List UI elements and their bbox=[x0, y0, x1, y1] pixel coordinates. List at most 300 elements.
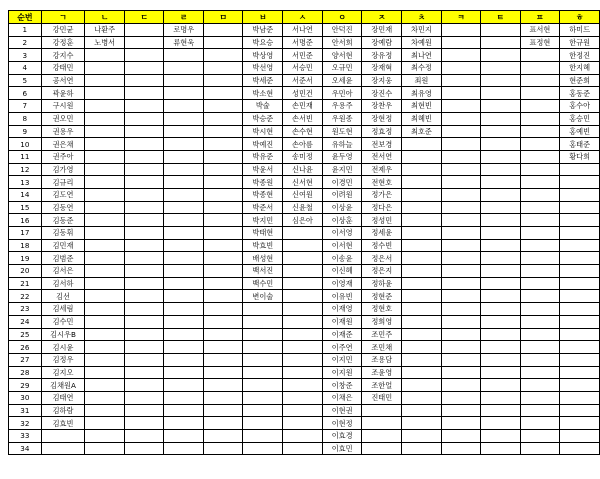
name-cell bbox=[164, 353, 204, 366]
table-row bbox=[9, 24, 600, 37]
name-cell bbox=[441, 353, 480, 366]
name-cell bbox=[560, 430, 600, 443]
name-cell bbox=[164, 328, 204, 341]
name-cell bbox=[520, 442, 560, 455]
name-cell: 장찬우 bbox=[362, 100, 402, 113]
name-cell bbox=[402, 252, 442, 265]
header-cell-consonant: ㄷ bbox=[125, 11, 164, 24]
name-cell: 김규리 bbox=[41, 176, 85, 189]
name-cell bbox=[481, 188, 520, 201]
header-cell-consonant: ㄱ bbox=[41, 11, 85, 24]
name-cell: 박선영 bbox=[243, 62, 283, 75]
name-cell bbox=[125, 265, 164, 278]
name-cell bbox=[204, 112, 243, 125]
name-cell: 홍태준 bbox=[560, 138, 600, 151]
name-cell bbox=[125, 353, 164, 366]
name-cell bbox=[125, 100, 164, 113]
name-cell: 정은서 bbox=[362, 252, 402, 265]
name-cell bbox=[204, 150, 243, 163]
name-cell bbox=[560, 290, 600, 303]
name-cell bbox=[164, 163, 204, 176]
name-cell bbox=[283, 265, 323, 278]
name-cell bbox=[204, 353, 243, 366]
header-cell-consonant: ㅎ bbox=[560, 11, 600, 24]
name-cell bbox=[481, 239, 520, 252]
name-cell bbox=[204, 138, 243, 151]
name-cell bbox=[125, 214, 164, 227]
name-cell bbox=[125, 328, 164, 341]
name-cell bbox=[204, 328, 243, 341]
name-cell bbox=[481, 277, 520, 290]
name-cell bbox=[441, 366, 480, 379]
name-cell bbox=[441, 442, 480, 455]
name-cell bbox=[243, 404, 283, 417]
table-body bbox=[9, 24, 600, 455]
name-cell: 이송윤 bbox=[322, 252, 362, 265]
name-cell bbox=[164, 201, 204, 214]
name-cell bbox=[402, 442, 442, 455]
name-cell bbox=[560, 353, 600, 366]
name-cell bbox=[441, 214, 480, 227]
name-cell bbox=[85, 417, 125, 430]
name-cell bbox=[481, 49, 520, 62]
name-cell bbox=[481, 303, 520, 316]
name-cell bbox=[204, 430, 243, 443]
name-cell bbox=[481, 87, 520, 100]
name-cell: 권은채 bbox=[41, 138, 85, 151]
name-cell bbox=[85, 201, 125, 214]
name-cell bbox=[481, 150, 520, 163]
name-cell bbox=[560, 417, 600, 430]
name-cell bbox=[164, 100, 204, 113]
name-cell bbox=[520, 227, 560, 240]
name-cell: 한정진 bbox=[560, 49, 600, 62]
name-cell: 김시윤 bbox=[41, 341, 85, 354]
name-cell bbox=[481, 112, 520, 125]
name-cell bbox=[85, 138, 125, 151]
name-cell bbox=[441, 87, 480, 100]
name-cell bbox=[164, 442, 204, 455]
name-cell bbox=[481, 214, 520, 227]
name-cell bbox=[402, 265, 442, 278]
name-cell bbox=[164, 176, 204, 189]
name-cell bbox=[204, 379, 243, 392]
name-cell bbox=[243, 353, 283, 366]
name-cell: 김지오 bbox=[41, 366, 85, 379]
name-cell: 이효민 bbox=[322, 442, 362, 455]
name-cell: 서준서 bbox=[283, 74, 323, 87]
name-cell: 정세윤 bbox=[362, 227, 402, 240]
row-number-cell: 15 bbox=[9, 201, 42, 214]
row-number-cell: 18 bbox=[9, 239, 42, 252]
name-cell bbox=[164, 303, 204, 316]
name-cell: 서명준 bbox=[283, 36, 323, 49]
name-cell: 강지수 bbox=[41, 49, 85, 62]
name-cell: 전제우 bbox=[362, 163, 402, 176]
name-cell: 표정현 bbox=[520, 36, 560, 49]
name-cell: 심은아 bbox=[283, 214, 323, 227]
table-row bbox=[9, 366, 600, 379]
name-cell: 김가영 bbox=[41, 163, 85, 176]
name-cell: 이서현 bbox=[322, 239, 362, 252]
name-cell bbox=[164, 315, 204, 328]
name-cell: 이재준 bbox=[322, 328, 362, 341]
name-cell bbox=[204, 36, 243, 49]
table-row bbox=[9, 188, 600, 201]
name-cell bbox=[441, 100, 480, 113]
name-cell: 류현욱 bbox=[164, 36, 204, 49]
name-cell bbox=[402, 201, 442, 214]
name-cell: 최혜빈 bbox=[402, 112, 442, 125]
name-cell: 박태현 bbox=[243, 227, 283, 240]
name-cell bbox=[164, 188, 204, 201]
name-cell bbox=[520, 188, 560, 201]
row-number-cell: 34 bbox=[9, 442, 42, 455]
name-cell bbox=[283, 442, 323, 455]
name-cell: 최수정 bbox=[402, 62, 442, 75]
name-cell bbox=[204, 24, 243, 37]
name-cell bbox=[402, 163, 442, 176]
name-cell: 한규원 bbox=[560, 36, 600, 49]
table-row bbox=[9, 163, 600, 176]
name-cell: 노병서 bbox=[85, 36, 125, 49]
name-cell bbox=[204, 214, 243, 227]
name-cell bbox=[164, 227, 204, 240]
row-number-cell: 9 bbox=[9, 125, 42, 138]
name-cell bbox=[520, 138, 560, 151]
name-cell bbox=[283, 239, 323, 252]
name-cell bbox=[125, 62, 164, 75]
name-cell bbox=[520, 430, 560, 443]
name-cell bbox=[481, 100, 520, 113]
table-row bbox=[9, 62, 600, 75]
name-cell bbox=[125, 417, 164, 430]
name-cell: 백서진 bbox=[243, 265, 283, 278]
name-cell bbox=[164, 290, 204, 303]
name-cell: 원도현 bbox=[322, 125, 362, 138]
name-cell bbox=[441, 265, 480, 278]
name-cell: 이현권 bbox=[322, 404, 362, 417]
name-cell bbox=[362, 404, 402, 417]
name-cell bbox=[125, 138, 164, 151]
name-cell: 김세림 bbox=[41, 303, 85, 316]
name-cell bbox=[204, 404, 243, 417]
table-row bbox=[9, 125, 600, 138]
name-cell: 현준희 bbox=[560, 74, 600, 87]
name-cell: 신서현 bbox=[283, 176, 323, 189]
name-cell: 박시현 bbox=[243, 125, 283, 138]
name-cell bbox=[243, 379, 283, 392]
name-cell bbox=[125, 112, 164, 125]
row-number-cell: 14 bbox=[9, 188, 42, 201]
name-cell: 김민재 bbox=[41, 239, 85, 252]
name-cell bbox=[441, 303, 480, 316]
name-cell bbox=[164, 391, 204, 404]
name-cell bbox=[560, 277, 600, 290]
header-cell-consonant: ㄹ bbox=[164, 11, 204, 24]
name-cell: 서나연 bbox=[283, 24, 323, 37]
name-cell bbox=[441, 176, 480, 189]
name-cell bbox=[164, 138, 204, 151]
name-cell bbox=[41, 442, 85, 455]
name-cell bbox=[441, 49, 480, 62]
name-cell bbox=[481, 379, 520, 392]
name-cell bbox=[85, 112, 125, 125]
name-cell bbox=[402, 303, 442, 316]
name-cell bbox=[402, 176, 442, 189]
name-cell bbox=[481, 62, 520, 75]
name-cell bbox=[283, 252, 323, 265]
name-cell bbox=[441, 125, 480, 138]
name-cell: 강태민 bbox=[41, 62, 85, 75]
name-cell: 진태민 bbox=[362, 391, 402, 404]
header-cell-consonant: ㅌ bbox=[481, 11, 520, 24]
name-cell: 성민건 bbox=[283, 87, 323, 100]
name-cell bbox=[441, 188, 480, 201]
name-cell: 정하윤 bbox=[362, 277, 402, 290]
name-cell bbox=[125, 227, 164, 240]
name-cell bbox=[125, 379, 164, 392]
name-cell bbox=[481, 341, 520, 354]
name-cell: 정은지 bbox=[362, 265, 402, 278]
name-cell bbox=[441, 315, 480, 328]
name-cell bbox=[520, 176, 560, 189]
name-cell: 이창준 bbox=[322, 379, 362, 392]
name-cell: 안덕진 bbox=[322, 24, 362, 37]
name-cell: 박상영 bbox=[243, 49, 283, 62]
name-cell bbox=[204, 239, 243, 252]
name-cell bbox=[125, 176, 164, 189]
name-cell bbox=[283, 227, 323, 240]
name-cell: 홍수아 bbox=[560, 100, 600, 113]
table-row bbox=[9, 404, 600, 417]
name-cell bbox=[164, 62, 204, 75]
name-cell bbox=[283, 328, 323, 341]
name-cell bbox=[560, 328, 600, 341]
name-cell: 권오민 bbox=[41, 112, 85, 125]
table-row bbox=[9, 315, 600, 328]
name-cell bbox=[441, 201, 480, 214]
name-cell: 이주연 bbox=[322, 341, 362, 354]
row-number-cell: 12 bbox=[9, 163, 42, 176]
name-cell bbox=[85, 227, 125, 240]
name-cell bbox=[481, 391, 520, 404]
name-cell bbox=[125, 315, 164, 328]
name-cell bbox=[560, 188, 600, 201]
name-cell bbox=[481, 265, 520, 278]
name-cell: 양서현 bbox=[322, 49, 362, 62]
name-cell bbox=[402, 328, 442, 341]
name-cell bbox=[402, 138, 442, 151]
row-number-cell: 7 bbox=[9, 100, 42, 113]
name-cell: 변이술 bbox=[243, 290, 283, 303]
name-cell: 조용담 bbox=[362, 353, 402, 366]
name-cell bbox=[125, 404, 164, 417]
name-cell bbox=[85, 315, 125, 328]
name-cell bbox=[520, 290, 560, 303]
name-cell bbox=[520, 163, 560, 176]
name-cell bbox=[520, 404, 560, 417]
name-cell bbox=[164, 417, 204, 430]
name-cell bbox=[441, 417, 480, 430]
name-cell bbox=[164, 379, 204, 392]
name-cell: 황다희 bbox=[560, 150, 600, 163]
name-cell bbox=[520, 379, 560, 392]
name-cell bbox=[125, 49, 164, 62]
name-cell bbox=[402, 366, 442, 379]
name-cell bbox=[481, 227, 520, 240]
row-number-cell: 20 bbox=[9, 265, 42, 278]
name-cell: 백수민 bbox=[243, 277, 283, 290]
name-cell bbox=[283, 404, 323, 417]
name-cell bbox=[85, 150, 125, 163]
name-cell: 최나연 bbox=[402, 49, 442, 62]
name-cell bbox=[243, 341, 283, 354]
name-cell bbox=[402, 391, 442, 404]
name-cell bbox=[441, 138, 480, 151]
name-cell: 장재혁 bbox=[362, 62, 402, 75]
header-cell-consonant: ㅇ bbox=[322, 11, 362, 24]
row-number-cell: 28 bbox=[9, 366, 42, 379]
name-cell: 신윤철 bbox=[283, 201, 323, 214]
name-cell bbox=[402, 239, 442, 252]
name-cell: 조한얼 bbox=[362, 379, 402, 392]
name-cell bbox=[520, 417, 560, 430]
name-cell bbox=[125, 24, 164, 37]
name-cell bbox=[204, 74, 243, 87]
name-cell bbox=[204, 201, 243, 214]
name-cell bbox=[560, 404, 600, 417]
name-cell: 배성현 bbox=[243, 252, 283, 265]
name-cell bbox=[204, 341, 243, 354]
table-row bbox=[9, 391, 600, 404]
name-cell bbox=[520, 315, 560, 328]
name-cell: 우원종 bbox=[322, 112, 362, 125]
header-row bbox=[9, 11, 600, 24]
name-cell bbox=[243, 328, 283, 341]
name-cell: 표서현 bbox=[520, 24, 560, 37]
table-row bbox=[9, 214, 600, 227]
name-cell: 박세준 bbox=[243, 74, 283, 87]
name-cell bbox=[85, 366, 125, 379]
name-cell bbox=[204, 417, 243, 430]
name-cell: 박소현 bbox=[243, 87, 283, 100]
name-cell: 서승민 bbox=[283, 62, 323, 75]
table-row bbox=[9, 430, 600, 443]
name-cell: 박윤서 bbox=[243, 163, 283, 176]
name-cell: 박술 bbox=[243, 100, 283, 113]
name-cell: 김동연 bbox=[41, 201, 85, 214]
row-number-cell: 21 bbox=[9, 277, 42, 290]
name-cell: 이유빈 bbox=[322, 290, 362, 303]
table-row bbox=[9, 417, 600, 430]
name-cell: 이영재 bbox=[322, 277, 362, 290]
name-cell bbox=[441, 252, 480, 265]
name-cell bbox=[441, 379, 480, 392]
name-cell bbox=[125, 36, 164, 49]
name-cell: 김범준 bbox=[41, 252, 85, 265]
name-cell bbox=[481, 366, 520, 379]
name-cell bbox=[283, 303, 323, 316]
name-cell: 박효빈 bbox=[243, 239, 283, 252]
name-cell bbox=[164, 49, 204, 62]
name-cell bbox=[243, 366, 283, 379]
row-number-cell: 17 bbox=[9, 227, 42, 240]
name-cell bbox=[125, 366, 164, 379]
name-cell bbox=[283, 290, 323, 303]
name-cell bbox=[283, 315, 323, 328]
name-cell bbox=[164, 239, 204, 252]
name-cell: 손서빈 bbox=[283, 112, 323, 125]
name-cell bbox=[441, 163, 480, 176]
name-cell bbox=[441, 328, 480, 341]
name-cell bbox=[441, 62, 480, 75]
name-cell bbox=[402, 404, 442, 417]
name-cell: 이상훈 bbox=[322, 214, 362, 227]
name-cell bbox=[441, 74, 480, 87]
row-number-cell: 25 bbox=[9, 328, 42, 341]
table-row bbox=[9, 138, 600, 151]
name-cell: 정성민 bbox=[362, 214, 402, 227]
name-cell bbox=[85, 379, 125, 392]
name-cell: 곽윤하 bbox=[41, 87, 85, 100]
header-cell-consonant: ㅈ bbox=[362, 11, 402, 24]
name-cell: 공서연 bbox=[41, 74, 85, 87]
name-cell bbox=[441, 36, 480, 49]
name-cell bbox=[481, 315, 520, 328]
name-cell: 우민아 bbox=[322, 87, 362, 100]
name-cell bbox=[41, 430, 85, 443]
name-cell: 이재영 bbox=[322, 303, 362, 316]
name-cell bbox=[481, 138, 520, 151]
table-row bbox=[9, 49, 600, 62]
name-cell bbox=[520, 353, 560, 366]
name-cell: 나환주 bbox=[85, 24, 125, 37]
name-cell bbox=[164, 74, 204, 87]
name-cell bbox=[481, 176, 520, 189]
name-cell bbox=[441, 239, 480, 252]
name-cell: 정효정 bbox=[362, 125, 402, 138]
name-cell: 최현빈 bbox=[402, 100, 442, 113]
name-cell bbox=[125, 163, 164, 176]
row-number-cell: 26 bbox=[9, 341, 42, 354]
header-cell-consonant: ㄴ bbox=[85, 11, 125, 24]
name-cell bbox=[204, 227, 243, 240]
name-cell bbox=[204, 62, 243, 75]
name-cell bbox=[441, 227, 480, 240]
table-row bbox=[9, 87, 600, 100]
table-row bbox=[9, 379, 600, 392]
row-number-cell: 2 bbox=[9, 36, 42, 49]
table-row bbox=[9, 328, 600, 341]
name-cell bbox=[204, 391, 243, 404]
name-cell: 최유영 bbox=[402, 87, 442, 100]
name-cell bbox=[85, 353, 125, 366]
name-cell bbox=[560, 315, 600, 328]
table-row bbox=[9, 36, 600, 49]
name-cell: 정가은 bbox=[362, 188, 402, 201]
table-row bbox=[9, 277, 600, 290]
name-cell bbox=[481, 430, 520, 443]
name-cell bbox=[520, 87, 560, 100]
row-number-cell: 8 bbox=[9, 112, 42, 125]
name-cell bbox=[520, 239, 560, 252]
name-cell: 오세윤 bbox=[322, 74, 362, 87]
table-row bbox=[9, 303, 600, 316]
name-cell bbox=[481, 442, 520, 455]
name-cell bbox=[283, 353, 323, 366]
name-cell bbox=[520, 265, 560, 278]
